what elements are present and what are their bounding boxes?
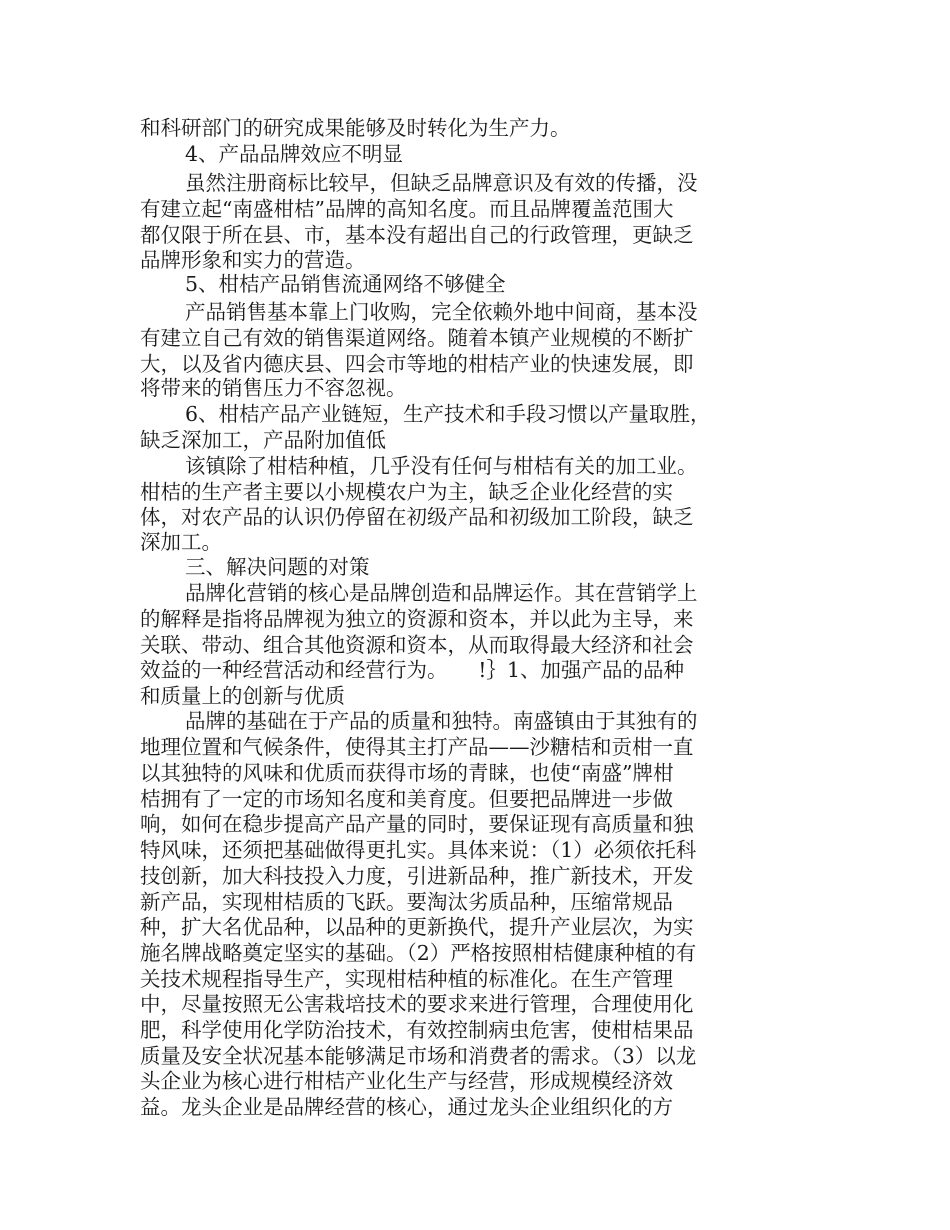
text-line: 以其独特的风味和优质而获得市场的青睐，也使“南盛”牌柑 bbox=[140, 761, 674, 785]
text-line: 中，尽量按照无公害栽培技术的要求来进行管理，合理使用化 bbox=[140, 992, 694, 1016]
text-line: 将带来的销售压力不容忽视。 bbox=[140, 376, 407, 400]
text-line: 桔拥有了一定的市场知名度和美育度。但要把品牌进一步做 bbox=[140, 787, 673, 811]
text-line: 施名牌战略奠定坚实的基础。（2）严格按照柑桔健康种植的有 bbox=[140, 941, 697, 965]
heading-line: 5、柑桔产品销售流通网络不够健全 bbox=[185, 272, 506, 296]
text-line: 体，对农产品的认识仍停留在初级产品和初级加工阶段，缺乏 bbox=[140, 505, 694, 529]
text-line: 益。龙头企业是品牌经营的核心，通过龙头企业组织化的方 bbox=[140, 1095, 673, 1119]
text-line: 虽然注册商标比较早，但缺乏品牌意识及有效的传播，没 bbox=[185, 171, 698, 195]
heading-line: 4、产品品牌效应不明显 bbox=[185, 142, 404, 166]
text-line: 效益的一种经营活动和经营行为。 !｝1、加强产品的品种 bbox=[140, 658, 685, 682]
text-line: 和质量上的创新与优质 bbox=[140, 684, 345, 708]
text-line: 质量及安全状况基本能够满足市场和消费者的需求。（3）以龙 bbox=[140, 1044, 697, 1068]
heading-line: 缺乏深加工，产品附加值低 bbox=[140, 428, 386, 452]
text-line: 产品销售基本靠上门收购，完全依赖外地中间商，基本没 bbox=[185, 300, 698, 324]
text-line: 品牌的基础在于产品的质量和独特。南盛镇由于其独有的 bbox=[185, 709, 698, 733]
text-line: 有建立自己有效的销售渠道网络。随着本镇产业规模的不断扩 bbox=[140, 326, 694, 350]
section-heading: 三、解决问题的对策 bbox=[185, 555, 370, 579]
text-line: 有建立起“南盛柑桔”品牌的高知名度。而且品牌覆盖范围大 bbox=[140, 197, 674, 221]
text-line: 深加工。 bbox=[140, 530, 222, 554]
text-line: 特风味，还须把基础做得更扎实。具体来说：（1）必须依托科 bbox=[140, 838, 697, 862]
text-line: 的解释是指将品牌视为独立的资源和资本，并以此为主导，来 bbox=[140, 607, 694, 631]
text-line: 新产品，实现柑桔质的飞跃。要淘汰劣质品种，压缩常规品 bbox=[140, 890, 673, 914]
text-line: 关联、带动、组合其他资源和资本，从而取得最大经济和社会 bbox=[140, 633, 694, 657]
text-line: 头企业为核心进行柑桔产业化生产与经营，形成规模经济效 bbox=[140, 1069, 673, 1093]
text-line: 种，扩大名优品种，以品种的更新换代，提升产业层次，为实 bbox=[140, 915, 694, 939]
text-line: 肥，科学使用化学防治技术，有效控制病虫危害，使柑桔果品 bbox=[140, 1018, 694, 1042]
heading-line: 6、柑桔产品产业链短，生产技术和手段习惯以产量取胜， bbox=[185, 402, 711, 426]
text-line: 技创新，加大科技投入力度，引进新品种，推广新技术，开发 bbox=[140, 864, 694, 888]
text-line: 品牌形象和实力的营造。 bbox=[140, 248, 366, 272]
text-line: 大，以及省内德庆县、四会市等地的柑桔产业的快速发展，即 bbox=[140, 352, 694, 376]
text-line: 响，如何在稳步提高产品产量的同时，要保证现有高质量和独 bbox=[140, 812, 694, 836]
text-line: 都仅限于所在县、市，基本没有超出自己的行政管理，更缺乏 bbox=[140, 223, 694, 247]
text-line: 该镇除了柑桔种植，几乎没有任何与柑桔有关的加工业。 bbox=[185, 454, 698, 478]
text-line: 地理位置和气候条件，使得其主打产品——沙糖桔和贡柑一直 bbox=[140, 735, 694, 759]
text-line: 关技术规程指导生产，实现柑桔种植的标准化。在生产管理 bbox=[140, 967, 673, 991]
text-line: 品牌化营销的核心是品牌创造和品牌运作。其在营销学上 bbox=[185, 581, 698, 605]
text-line: 柑桔的生产者主要以小规模农户为主，缺乏企业化经营的实 bbox=[140, 480, 673, 504]
text-line: 和科研部门的研究成果能够及时转化为生产力。 bbox=[140, 116, 571, 140]
